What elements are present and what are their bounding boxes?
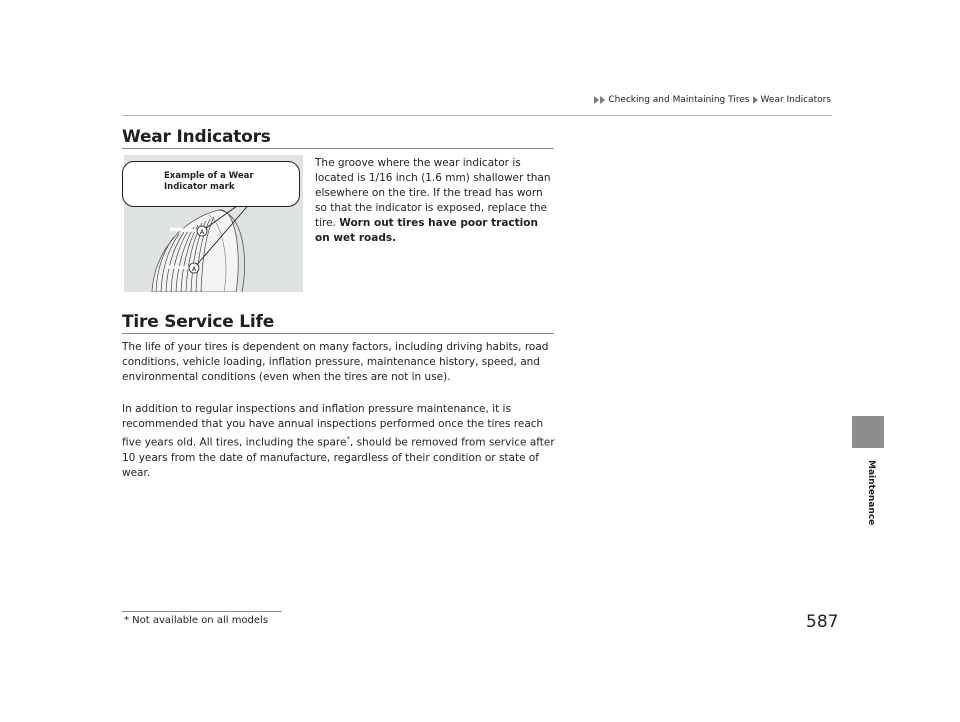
breadcrumb-arrow-icon — [600, 96, 605, 104]
page-number: 587 — [806, 612, 839, 632]
footnote-mark: * — [346, 435, 350, 443]
breadcrumb — [594, 95, 831, 105]
section-tab[interactable] — [852, 416, 884, 448]
wear-indicator-warning: Worn out tires have poor traction on wet roads. — [315, 217, 538, 244]
tire-service-life-heading: Tire Service Life — [122, 312, 275, 332]
wear-indicators-heading: Wear Indicators — [122, 127, 271, 147]
footnote: * Not available on all models — [124, 615, 269, 626]
heading-underline — [122, 148, 554, 149]
indicator-marker-label: A — [199, 229, 205, 236]
figure-caption: Example of a Wear Indicator mark — [164, 171, 254, 192]
service-life-paragraph-2 — [122, 402, 562, 481]
indicator-marker-label: A — [191, 266, 197, 273]
breadcrumb-arrow-icon — [594, 96, 599, 104]
breadcrumb-item[interactable]: Wear Indicators — [760, 95, 831, 105]
paragraph-text: , should be removed from service after 10 years from the date of manufacture, regardless of their condition or state of wear. — [122, 436, 555, 479]
breadcrumb-item[interactable]: Checking and Maintaining Tires — [608, 95, 750, 105]
footnote-divider — [122, 611, 282, 612]
paragraph-text: In addition to regular inspections and inflation pressure maintenance, it is recommended that you have annual inspections performed once the tires reach five years old. All tires, including the spare — [122, 403, 544, 449]
wear-indicator-text: The groove where the wear indicator is located is 1/16 inch (1.6 mm) shallower than elsewhere on the tire. If the tread has worn so that the indicator is exposed, replace the tire. — [315, 157, 551, 229]
service-life-paragraph-1: The life of your tires is dependent on many factors, including driving habits, road conditions, vehicle loading, inflation pressure, maintenance history, speed, and environmental conditions (even when the tires are not in use). — [122, 341, 549, 383]
heading-underline — [122, 333, 554, 334]
breadcrumb-arrow-icon — [753, 96, 759, 104]
header-divider — [122, 115, 832, 116]
section-tab-label: Maintenance — [866, 460, 876, 526]
wear-indicator-description — [315, 156, 555, 246]
